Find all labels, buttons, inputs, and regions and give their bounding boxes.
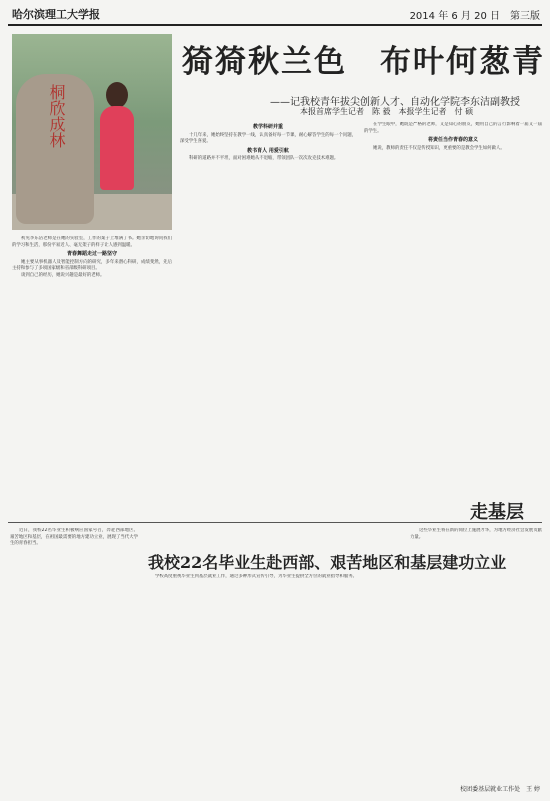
newspaper-header (8, 4, 542, 26)
article2-column-left: 近日，我校22名毕业生积极响应国家号召，奔赴西部地区、艰苦地区和基层，在祖国最需要的地方建功立业，展现了当代大学生的青春担当。 (10, 528, 138, 547)
rock-inscription: 桐欣成林 (47, 84, 66, 148)
subheading: 青春舞蹈走过一路坚守 (66, 251, 117, 258)
masthead: 哈尔滨理工大学报 (12, 8, 100, 21)
portrait-photo (12, 34, 172, 230)
article-column-left: 初见李东洁老师是在她的实验室，工作的案子上堆满了书。她亲切地询问我们的学习和生活，那份平易近人、毫无架子的样子让人感到温暖。 青春舞蹈走过一路坚守 她主要从事机器人及智能控制方向的研究，多年来潜心科研，成绩斐然，先后主持和参与了多项国家级和省部级科研项目。 谈到自己的经历，她说兴趣是最好的老师。 (12, 236, 172, 278)
byline: 本报首席学生记者 陈 毅 本报学生记者 付 硕 (300, 107, 474, 116)
article-subtitle: ——记我校青年拔尖创新人才、自动化学院李东洁副教授 (270, 97, 520, 108)
article-column-right: 在学生眼中，她既是严格的老师，又是知心的朋友，她用自己的言行影响着一届又一届的学生。 将责任当作青春的意义 她说，教师的责任不仅是传授知识，更重要的是教会学生如何做人。 (364, 122, 542, 151)
article2-column-right: 这些毕业生将在新的岗位上施展才华，为地方经济社会发展贡献力量。 (410, 528, 542, 540)
subheading: 将责任当作青春的意义 (427, 137, 478, 144)
person-figure (100, 106, 134, 190)
subheading: 教书育人 用爱引航 (247, 147, 289, 154)
article-column-middle: 教学科研并重 十几年来，她始终坚持在教学一线，认真备好每一节课，耐心解答学生的每一个问题，深受学生喜爱。 教书育人 用爱引航 科研的道路并不平坦，面对困难她从不退缩，带领团队一次次攻克技术难题。 (180, 124, 356, 162)
subheading: 教学科研并重 (252, 124, 283, 130)
article2-author: 校团委基层就业工作处 王 婷 (460, 786, 540, 793)
article-divider (8, 522, 542, 523)
section-tag: 走基层 (470, 502, 524, 523)
article2-column-middle: 学校高度重视毕业生到基层就业工作，通过多种形式宣传引导，为毕业生提供全方位的就业指导和服务。 (155, 574, 357, 579)
article2-title: 我校22名毕业生赴西部、艰苦地区和基层建功立业 (148, 553, 507, 572)
date-page: 2014 年 6 月 20 日 第三版 (409, 11, 540, 22)
article-title: 猗猗秋兰色 布叶何葱青 (182, 44, 545, 80)
